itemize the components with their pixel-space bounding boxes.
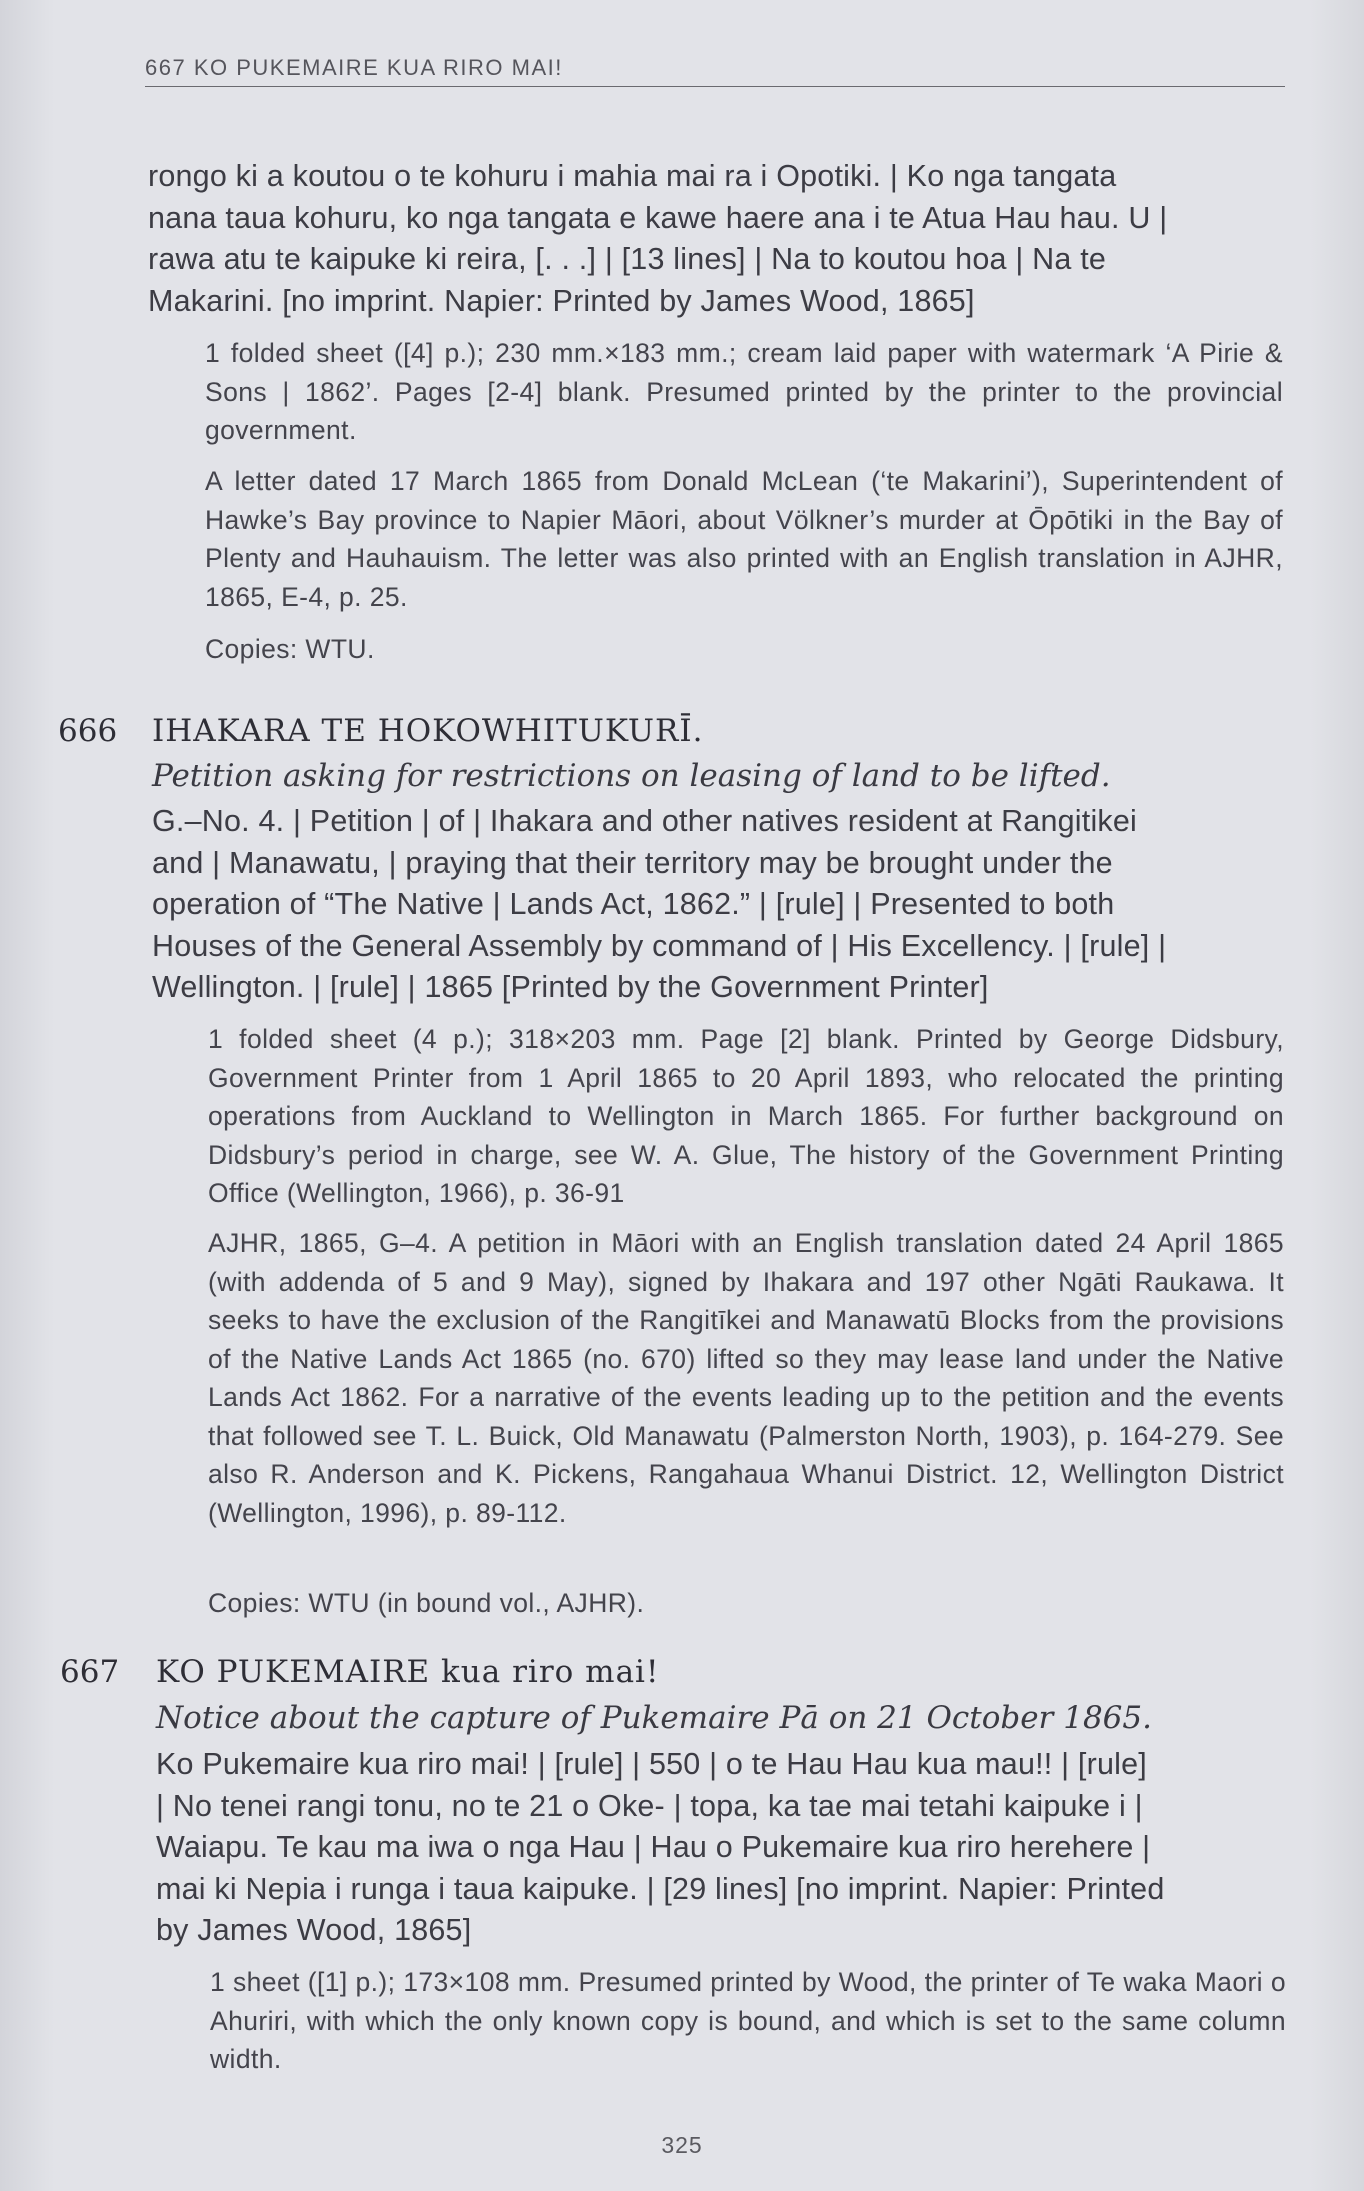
entry-666-description-note: AJHR, 1865, G–4. A petition in Māori with an English translation dated 24 April 1865 (with addenda of 5 and 9 May), signed by Ihakara and 197 other Ngāti Raukawa. It seeks to have the exclusion of the Rangitīkei and Manawatū Blocks from the provisions of the Native Lands Act 1865 (no. 670) lifted so they may lease land under the Native Lands Act 1862. For a narrative of the events leading up to the petition and the events that followed see T. L. Buick, Old Manawatu (Palmerston North, 1903), p. 164-279. See also R. Anderson and K. Pickens, Rangahaua Whanui District. 12, Wellington District (Wellington, 1996), p. 89-112.	[208, 1228, 1284, 1528]
text-line: nana taua kohuru, ko nga tangata e kawe haere ana i te Atua Hau hau. U |	[148, 200, 1168, 235]
text-line: rawa atu te kaipuke ki reira, [. . .] | [13 lines] | Na to koutou hoa | Na te	[148, 242, 1107, 276]
entry-665-physical-note: 1 folded sheet ([4] p.); 230 mm.×183 mm.; cream laid paper with watermark ‘A Pirie & Sons | 1862’. Pages [2-4] blank. Presumed printed by the printer to the provincial government.	[205, 338, 1283, 445]
text-line: operation of “The Native | Lands Act, 1862.” | [rule] | Presented to both	[152, 887, 1115, 921]
text-line: Wellington. | [rule] | 1865 [Printed by the Government Printer]	[152, 970, 989, 1004]
entry-title: KO PUKEMAIRE kua riro mai!	[156, 1654, 660, 1690]
running-head: 667 KO PUKEMAIRE KUA RIRO MAI!	[145, 55, 563, 80]
entry-667-text	[156, 1744, 1296, 1952]
page-number: 325	[661, 2132, 703, 2158]
text-line: Ko Pukemaire kua riro mai! | [rule] | 550 | o te Hau Hau kua mau!! | [rule]	[156, 1747, 1147, 1781]
entry-number: 666	[58, 713, 118, 749]
text-line: | No tenei rangi tonu, no te 21 o Oke- | topa, ka tae mai tetahi kaipuke i |	[156, 1788, 1143, 1823]
text-line: by James Wood, 1865]	[156, 1913, 472, 1947]
header-rule	[145, 86, 1285, 87]
entry-666-physical-note: 1 folded sheet (4 p.); 318×203 mm. Page [2] blank. Printed by George Didsbury, Government Printer from 1 April 1865 to 20 April 1893, who relocated the printing operations from Auckland to Wellington in March 1865. For further background on Didsbury’s period in charge, see W. A. Glue, The history of the Government Printing Office (Wellington, 1966), p. 36-91	[208, 1024, 1284, 1208]
text-line: mai ki Nepia i runga i taua kaipuke. | [29 lines] [no imprint. Napier: Printed	[156, 1871, 1165, 1906]
entry-number: 667	[60, 1654, 120, 1690]
entry-665-description-note: A letter dated 17 March 1865 from Donald McLean (‘te Makarini’), Superintendent of Hawke’s Bay province to Napier Māori, about Völkner’s murder at Ōpōtiki in the Bay of Plenty and Hauhauism. The letter was also printed with an English translation in AJHR, 1865, E-4, p. 25.	[205, 466, 1283, 612]
entry-title: IHAKARA TE HOKOWHITUKURĪ.	[152, 713, 704, 749]
text-line: G.–No. 4. | Petition | of | Ihakara and other natives resident at Rangitikei	[152, 804, 1138, 838]
entry-665-text	[148, 156, 1288, 322]
text-line: and | Manawatu, | praying that their territory may be brought under the	[152, 845, 1113, 880]
entry-667-physical-note: 1 sheet ([1] p.); 173×108 mm. Presumed printed by Wood, the printer of Te waka Maori o Ahuriri, with which the only known copy is bound, and which is set to the same column width.	[210, 1967, 1286, 2074]
entry-subtitle: Notice about the capture of Pukemaire Pā on 21 October 1865.	[156, 1700, 1152, 1736]
entry-665-copies: Copies: WTU.	[205, 634, 375, 664]
entry-666-text	[152, 801, 1292, 1009]
entry-subtitle: Petition asking for restrictions on leasing of land to be lifted.	[152, 758, 1111, 794]
text-line: Makarini. [no imprint. Napier: Printed by James Wood, 1865]	[148, 283, 975, 318]
text-line: Houses of the General Assembly by command of | His Excellency. | [rule] |	[152, 928, 1167, 963]
entry-666-copies: Copies: WTU (in bound vol., AJHR).	[208, 1588, 645, 1618]
text-line: rongo ki a koutou o te kohuru i mahia mai ra i Opotiki. | Ko nga tangata	[148, 159, 1117, 193]
text-line: Waiapu. Te kau ma iwa o nga Hau | Hau o Pukemaire kua riro herehere |	[156, 1830, 1151, 1864]
